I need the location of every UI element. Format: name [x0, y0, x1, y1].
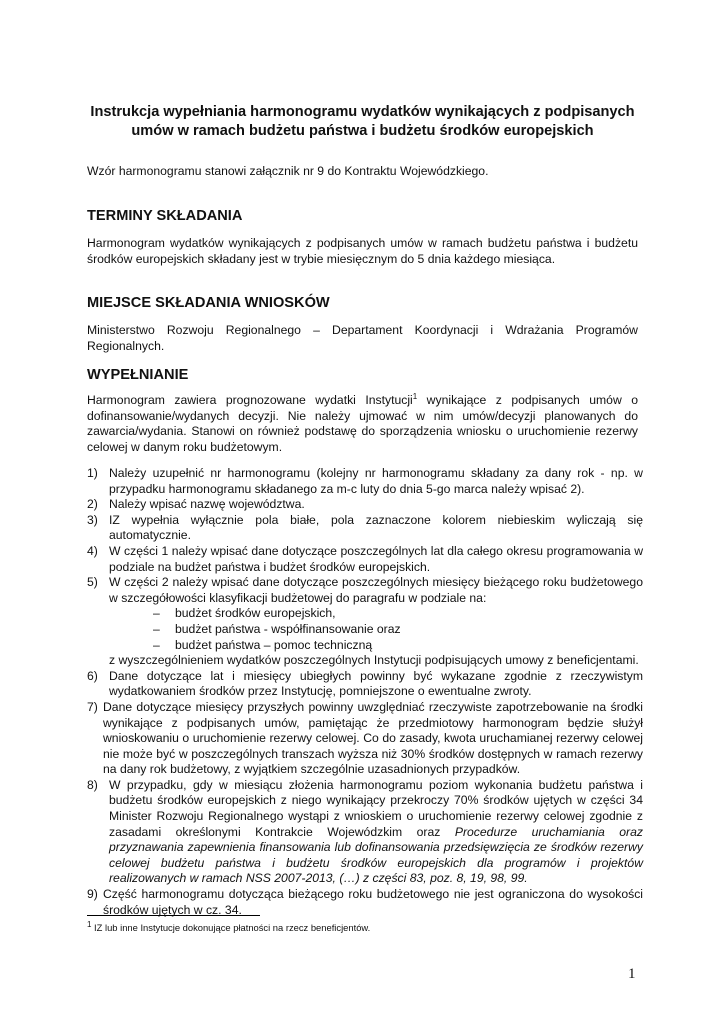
sub-item-text: budżet środków europejskich,	[175, 606, 336, 621]
list-number: 7)	[87, 699, 98, 714]
sub-item-2	[153, 622, 643, 638]
sub-item-1	[153, 606, 643, 622]
title-line-1: Instrukcja wypełniania harmonogramu wydatków wynikających z podpisanych	[90, 104, 635, 120]
footnote-number: 1	[87, 919, 92, 929]
list-number: 6)	[87, 668, 98, 683]
list-item-5	[87, 575, 643, 669]
document-title	[60, 103, 665, 141]
list-item-text: Część harmonogramu dotycząca bieżącego roku budżetowego nie jest ograniczona do wysokości środków ujętych w cz. 34.	[103, 887, 643, 917]
title-line-2: umów w ramach budżetu państwa i budżetu środków europejskich	[131, 123, 594, 139]
dash-bullet: –	[153, 637, 160, 652]
list-number: 3)	[87, 512, 98, 527]
dash-bullet: –	[153, 606, 160, 621]
list-item-6	[87, 669, 643, 700]
list-number: 8)	[87, 777, 98, 792]
list-item-3	[87, 513, 643, 544]
page-number: 1	[628, 966, 636, 982]
list-number: 5)	[87, 575, 98, 590]
list-item-text: W części 2 należy wpisać dane dotyczące poszczególnych miesięcy bieżącego roku budżetowego w szczegółowości klasyfikacji budżetowej do paragrafu w podziale na:	[109, 575, 643, 605]
list-number: 2)	[87, 497, 98, 512]
list-number: 9)	[87, 887, 98, 902]
list-item-9	[87, 887, 643, 918]
list-item-4	[87, 544, 643, 575]
sub-item-text: budżet państwa – pomoc techniczną	[175, 637, 373, 652]
sub-item-text: budżet państwa - współfinansowanie oraz	[175, 621, 401, 636]
list-item-8	[87, 778, 643, 887]
procedure-reference: Procedurze uruchamiania oraz przyznawania zapewnienia finansowania lub dofinansowania przedsięwzięcia ze środków rezerwy celowej budżetu państwa i budżetu środków europejskich dla programów i projektów realizowanych w ramach NSS 2007-2013, (…) z części 83, poz. 8, 19, 98, 99.	[109, 824, 643, 886]
heading-wypelnianie: WYPEŁNIANIE	[87, 367, 189, 383]
list-item-7	[87, 700, 643, 778]
footnote-separator	[87, 915, 260, 916]
heading-miejsce: MIEJSCE SKŁADANIA WNIOSKÓW	[87, 295, 330, 311]
dash-bullet: –	[153, 621, 160, 636]
list-number: 1)	[87, 466, 98, 480]
wypelnianie-text-start: Harmonogram zawiera prognozowane wydatki Instytucji	[87, 393, 413, 407]
list-number: 4)	[87, 543, 98, 558]
list-item-1	[87, 466, 643, 497]
list-item-text: W części 1 należy wpisać dane dotyczące poszczególnych lat dla całego okresu programowania w podziale na budżet państwa i budżet środków europejskich.	[109, 543, 643, 574]
wypelnianie-paragraph	[87, 393, 638, 455]
list-item-2	[87, 497, 643, 513]
list-item-text: Należy uzupełnić nr harmonogramu (kolejny nr harmonogramu składany za dany rok - np. w przypadku harmonogramu składanego za m-c luty do dnia 5-go marca należy wpisać 2).	[109, 466, 643, 496]
terminy-paragraph: Harmonogram wydatków wynikających z podpisanych umów w ramach budżetu państwa i budżetu środków europejskich składany jest w trybie miesięcznym do 5 dnia każdego miesiąca.	[87, 236, 638, 266]
footnote-ref: 1	[412, 391, 418, 401]
list-item-5-tail: z wyszczególnieniem wydatków poszczególnych Instytucji podpisujących umowy z beneficjentami.	[109, 653, 639, 668]
intro-paragraph: Wzór harmonogramu stanowi załącznik nr 9 do Kontraktu Wojewódzkiego.	[87, 164, 489, 178]
heading-terminy: TERMINY SKŁADANIA	[87, 208, 243, 224]
list-item-text: IZ wypełnia wyłącznie pola białe, pola zaznaczone kolorem niebieskim wyliczają się automatycznie.	[109, 512, 643, 543]
instructions-list	[87, 466, 643, 918]
wypelnianie-text-end: wynikające z podpisanych umów o dofinansowanie/wydanych decyzji. Nie należy ujmować w nim umów/decyzji planowanych do zawarcia/wydania. Stanowi on również podstawę do sporządzenia wniosku o uruchomienie rezerwy celowej w danym roku budżetowym.	[87, 393, 638, 454]
list-item-text: W przypadku, gdy w miesiącu złożenia harmonogramu poziom wykonania budżetu państwa i budżetu środków europejskich z niego wynikający przekroczy 70% środków ujętych w części 34 Minister Rozwoju Regionalnego wystąpi z wnioskiem o uruchomienie rezerwy celowej zgodnie z zasadami określonymi Kontrakcie Wojewódzkim oraz	[109, 777, 643, 839]
footnote-text: IZ lub inne Instytucje dokonujące płatności na rzecz beneficjentów.	[91, 922, 371, 933]
footnote	[87, 919, 371, 934]
list-item-text: Dane dotyczące lat i miesięcy ubiegłych powinny być wykazane zgodnie z rzeczywistym wydatkowaniem środków przez Instytucję, pomniejszone o ewentualne zwroty.	[109, 668, 643, 699]
list-item-text: Należy wpisać nazwę województwa.	[109, 497, 305, 512]
sub-item-3	[153, 638, 643, 654]
list-item-text: Dane dotyczące miesięcy przyszłych powinny uwzględniać rzeczywiste zapotrzebowanie na środki wynikające z podpisanych umów, pamiętając że przedmiotowy harmonogram będzie służył wnioskowaniu o uruchomienie rezerwy celowej. Co do zasady, kwota uruchamianej rezerwy celowej nie może być w poszczególnych transzach wyższa niż 30% środków dostępnych w ramach rezerwy na dany rok budżetowy, z wyjątkiem szczególnie uzasadnionych przypadków.	[103, 699, 643, 777]
miejsce-paragraph: Ministerstwo Rozwoju Regionalnego – Departament Koordynacji i Wdrażania Programów Regionalnych.	[87, 323, 638, 353]
